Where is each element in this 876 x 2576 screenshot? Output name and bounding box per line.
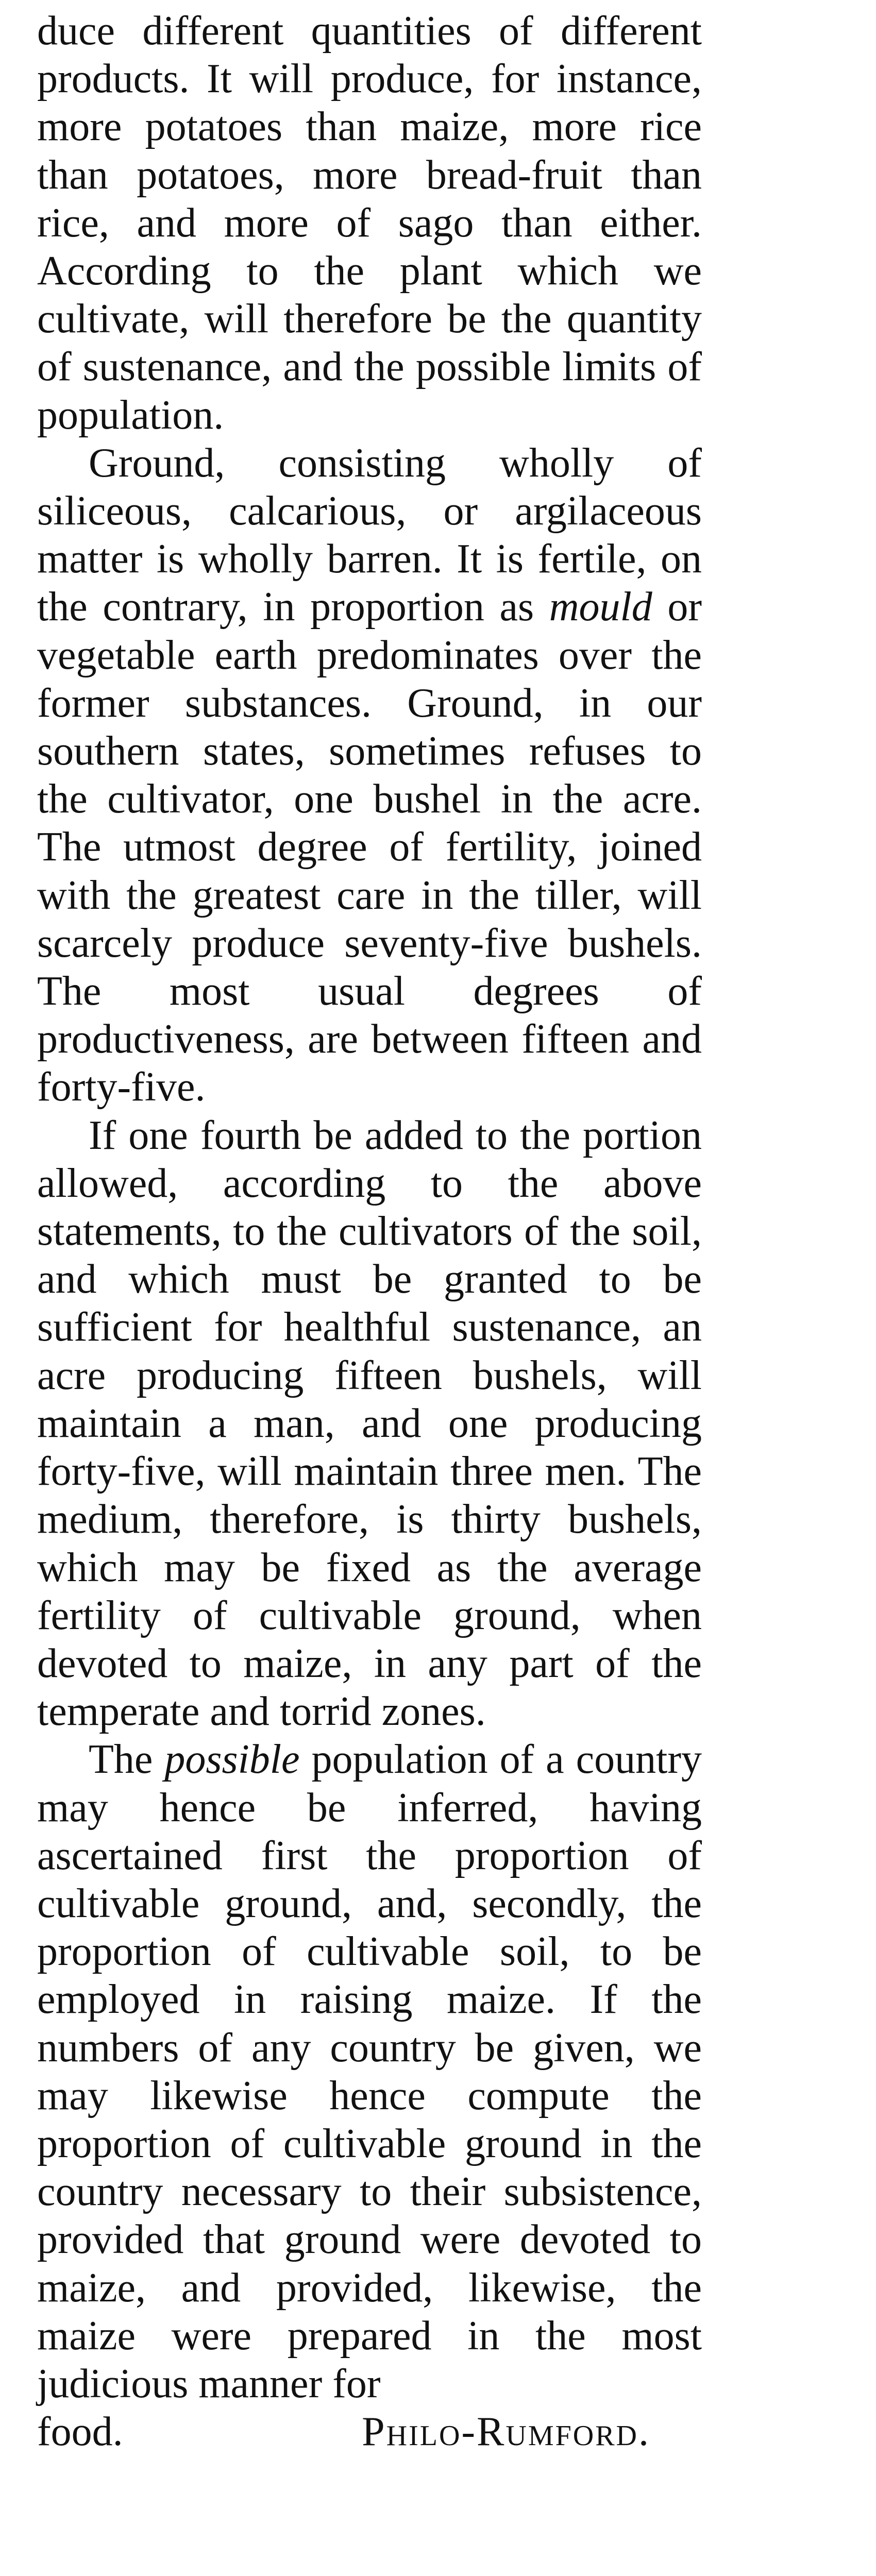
paragraph-sustenance: duce different quantities of different products. It will produce, for instance, more potatoes than maize, more rice than potatoes, more bread-fruit than rice, and more of sago than either. According to the plant which we cultivate, will therefore be the quantity of sustenance, and the possible limits of population. [37, 8, 702, 438]
emphasized-word: mould [549, 584, 652, 630]
paragraph-possible-population [37, 1736, 702, 2408]
paragraph-text: The [89, 1737, 165, 1783]
article-body [37, 7, 702, 2456]
emphasized-word: possible [164, 1737, 300, 1783]
paragraph-acre-yield: If one fourth be added to the portion allowed, according to the above statements, to the cultivators of the soil, and which must be granted to be sufficient for healthful sustenance, an acre producing fifteen bushels, will maintain a man, and one producing forty-five, will maintain three men. The medium, therefore, is thirty bushels, which may be fixed as the average fertility of cultivable ground, when devoted to maize, in any part of the temperate and torrid zones. [37, 1112, 702, 1735]
author-signature: Philo-Rumford. [362, 2409, 650, 2455]
paragraph-ground-fertility [37, 439, 702, 1112]
closing-word: food. [37, 2409, 123, 2455]
paragraph-text: or vegetable earth predominates over the former substances. Ground, in our southern states, sometimes refuses to the cultivator, one bushel in the acre. The utmost degree of fertility, joined with the greatest care in the tiller, will scarcely produce seventy-five bushels. The most usual degrees of productiveness, are between fifteen and forty-five. [37, 584, 702, 1110]
paragraph-text: population of a country may hence be inferred, having ascertained first the proportion of cultivable ground, and, secondly, the proportion of cultivable soil, to be employed in raising maize. If the numbers of any country be given, we may likewise hence compute the proportion of cultivable ground in the country necessary to their subsistence, provided that ground were devoted to maize, and provided, likewise, the maize were prepared in the most judicious manner for [37, 1737, 702, 2406]
paragraph-text: Ground, consisting wholly of siliceous, calcarious, or argilaceous matter is wholly barren. It is fertile, on the contrary, in proportion as [37, 440, 702, 630]
closing-line [37, 2408, 650, 2456]
